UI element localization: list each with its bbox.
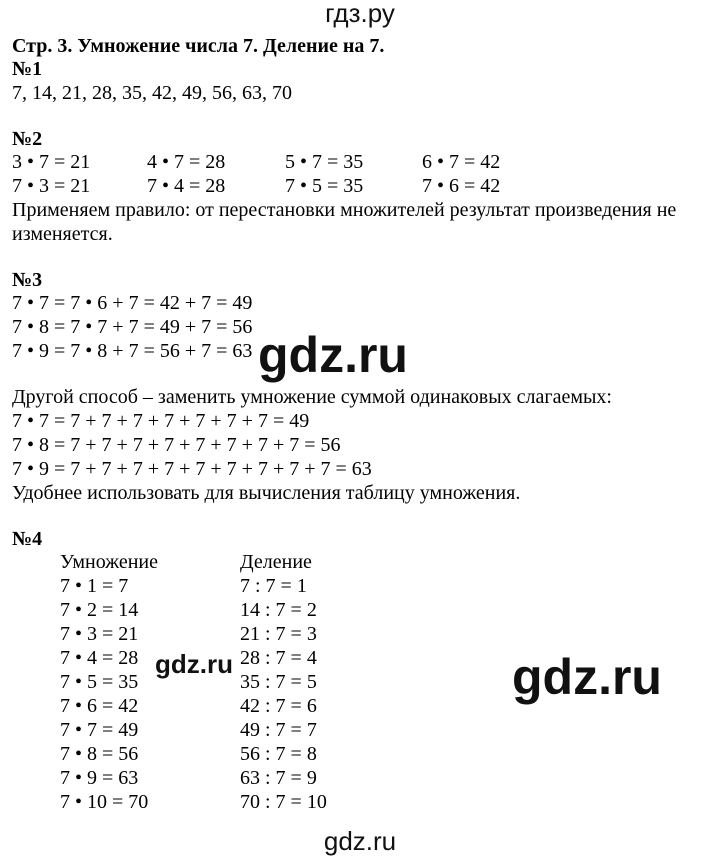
- task4-div-row: 35 : 7 = 5: [240, 671, 317, 693]
- task3-alt-line: 7 • 9 = 7 + 7 + 7 + 7 + 7 + 7 + 7 + 7 + 7 = 63: [12, 458, 372, 480]
- task4-div-header: Деление: [240, 551, 312, 573]
- watermark-right: gdz.ru: [512, 649, 662, 705]
- task4-div-row: 49 : 7 = 7: [240, 719, 317, 741]
- task4-mult-row: 7 • 5 = 35: [60, 671, 139, 693]
- task4-div-row: 14 : 7 = 2: [240, 599, 317, 621]
- page-header: Стр. 3. Умножение числа 7. Деление на 7.: [12, 35, 385, 57]
- task2-rule-line2: изменяется.: [12, 223, 113, 245]
- task2-rule-line1: Применяем правило: от перестановки множителей результат произведения не: [12, 199, 677, 221]
- task4-mult-row: 7 • 4 = 28: [60, 647, 139, 669]
- task4-div-row: 70 : 7 = 10: [240, 791, 327, 813]
- task3-title: №3: [12, 269, 43, 291]
- task3-alt-line: 7 • 8 = 7 + 7 + 7 + 7 + 7 + 7 + 7 + 7 = 56: [12, 434, 341, 456]
- task3-line: 7 • 7 = 7 • 6 + 7 = 42 + 7 = 49: [12, 292, 253, 314]
- task4-mult-row: 7 • 3 = 21: [60, 623, 139, 645]
- task4-mult-row: 7 • 7 = 49: [60, 719, 139, 741]
- watermark-top: гдз.ру: [325, 0, 395, 28]
- task4-div-row: 63 : 7 = 9: [240, 767, 317, 789]
- task3-conclusion: Удобнее использовать для вычисления таблицу умножения.: [12, 482, 521, 504]
- watermark-bottom: gdz.ru: [323, 826, 397, 856]
- task2-r1c1: 3 • 7 = 21: [12, 151, 91, 173]
- task1-text: 7, 14, 21, 28, 35, 42, 49, 56, 63, 70: [12, 82, 292, 104]
- task2-r2c4: 7 • 6 = 42: [422, 175, 501, 197]
- task4-div-row: 7 : 7 = 1: [240, 575, 307, 597]
- task4-div-row: 56 : 7 = 8: [240, 743, 317, 765]
- task2-r2c2: 7 • 4 = 28: [147, 175, 226, 197]
- task2-title: №2: [12, 128, 43, 150]
- task2-r2c3: 7 • 5 = 35: [285, 175, 364, 197]
- task4-mult-row: 7 • 6 = 42: [60, 695, 139, 717]
- task3-line: 7 • 9 = 7 • 8 + 7 = 56 + 7 = 63: [12, 340, 253, 362]
- task1-title: №1: [12, 58, 43, 80]
- task2-r1c4: 6 • 7 = 42: [422, 151, 501, 173]
- task3-alt-line: 7 • 7 = 7 + 7 + 7 + 7 + 7 + 7 + 7 = 49: [12, 410, 310, 432]
- task4-div-row: 21 : 7 = 3: [240, 623, 317, 645]
- task4-div-row: 42 : 7 = 6: [240, 695, 317, 717]
- task4-title: №4: [12, 528, 43, 550]
- task4-mult-row: 7 • 1 = 7: [60, 575, 129, 597]
- task4-mult-row: 7 • 8 = 56: [60, 743, 139, 765]
- task2-r1c3: 5 • 7 = 35: [285, 151, 364, 173]
- task4-div-row: 28 : 7 = 4: [240, 647, 317, 669]
- task4-mult-row: 7 • 2 = 14: [60, 599, 139, 621]
- task4-mult-row: 7 • 10 = 70: [60, 791, 149, 813]
- task3-alt-intro: Другой способ – заменить умножение суммой одинаковых слагаемых:: [12, 386, 612, 408]
- task2-r1c2: 4 • 7 = 28: [147, 151, 226, 173]
- task2-r2c1: 7 • 3 = 21: [12, 175, 91, 197]
- task4-mult-row: 7 • 9 = 63: [60, 767, 139, 789]
- task4-mult-header: Умножение: [60, 551, 158, 573]
- task3-line: 7 • 8 = 7 • 7 + 7 = 49 + 7 = 56: [12, 316, 253, 338]
- watermark-middle: gdz.ru: [258, 327, 408, 383]
- watermark-inline: gdz.ru: [155, 649, 233, 679]
